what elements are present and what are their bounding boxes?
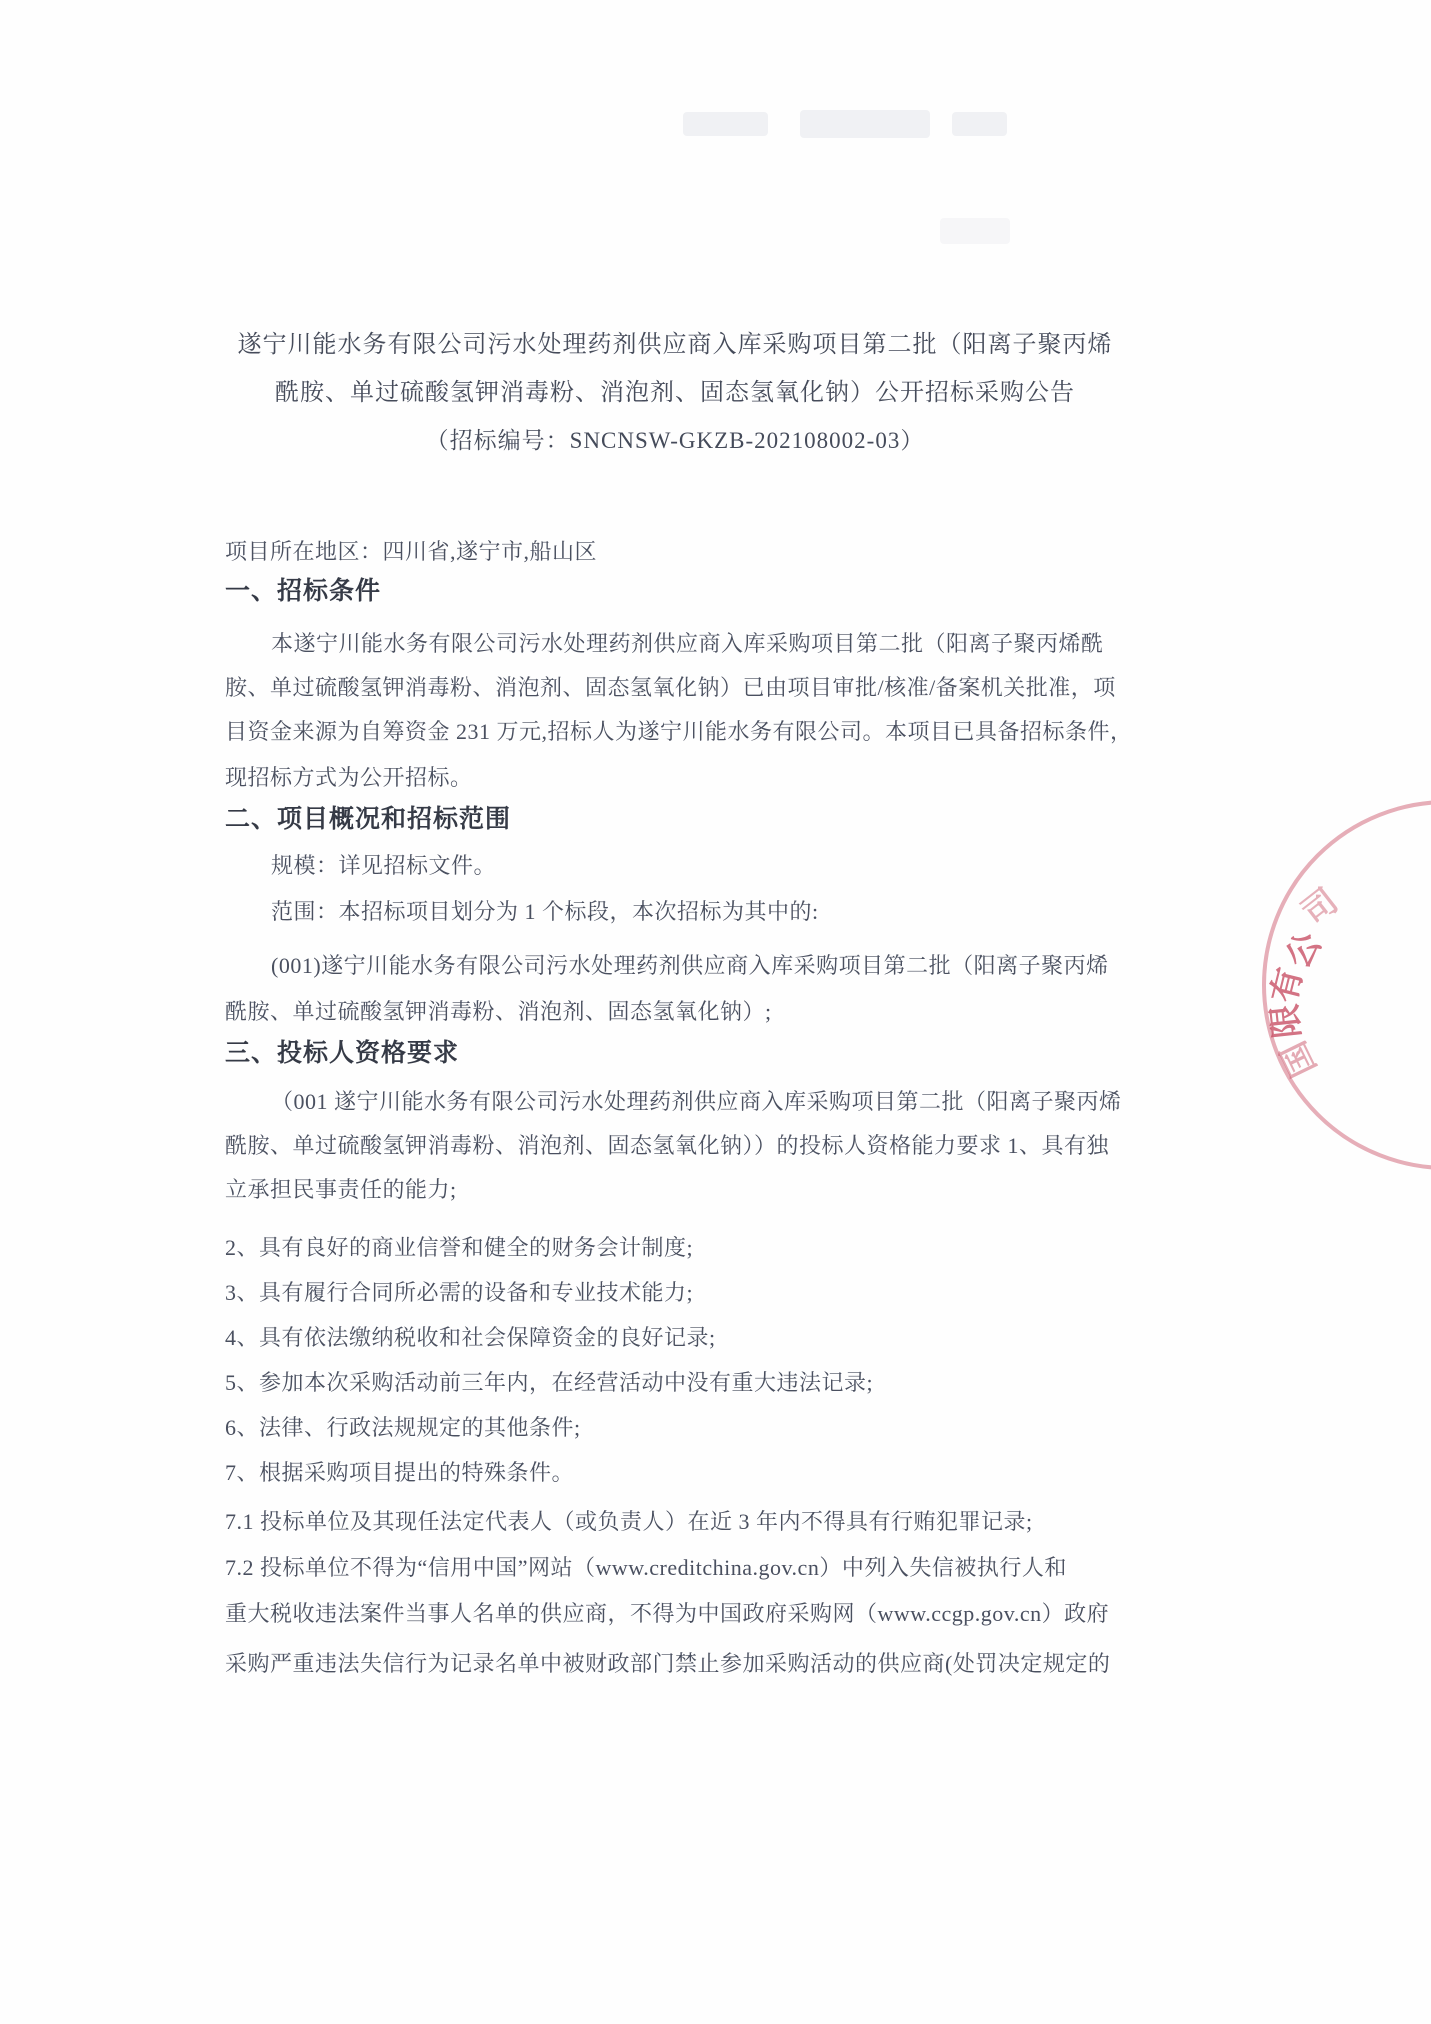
qualification-item: 5、参加本次采购活动前三年内，在经营活动中没有重大违法记录; [225, 1370, 874, 1395]
section-heading-2: 二、项目概况和招标范围 [225, 805, 512, 833]
qualification-item: 6、法律、行政法规规定的其他条件; [225, 1415, 581, 1440]
scan-artifact [800, 110, 930, 138]
seal-char: 公 [1279, 926, 1330, 975]
seal-char: 限 [1266, 1002, 1308, 1040]
body-line: 范围：本招标项目划分为 1 个标段，本次招标为其中的: [271, 899, 819, 924]
body-line: 酰胺、单过硫酸氢钾消毒粉、消泡剂、固态氢氧化钠））的投标人资格能力要求 1、具有独 [225, 1133, 1110, 1158]
qualification-item: 7.1 投标单位及其现任法定代表人（或负责人）在近 3 年内不得具有行贿犯罪记录; [225, 1509, 1033, 1534]
qualification-item: 3、具有履行合同所必需的设备和专业技术能力; [225, 1280, 694, 1305]
tender-number: （招标编号：SNCNSW-GKZB-202108002-03） [425, 428, 925, 453]
scan-artifact [940, 218, 1010, 244]
scan-artifact [952, 112, 1007, 136]
body-line: 现招标方式为公开招标。 [225, 765, 473, 790]
qualification-item: 重大税收违法案件当事人名单的供应商，不得为中国政府采购网（www.ccgp.gov.cn）政府 [225, 1601, 1110, 1626]
body-line: 目资金来源为自筹资金 231 万元,招标人为遂宁川能水务有限公司。本项目已具备招标条件， [225, 719, 1133, 744]
body-line: 规模：详见招标文件。 [271, 853, 497, 878]
project-location: 项目所在地区：四川省,遂宁市,船山区 [225, 539, 598, 564]
announcement-title-line-2: 酰胺、单过硫酸氢钾消毒粉、消泡剂、固态氢氧化钠）公开招标采购公告 [275, 380, 1075, 406]
qualification-item: 4、具有依法缴纳税收和社会保障资金的良好记录; [225, 1325, 716, 1350]
qualification-item: 7、根据采购项目提出的特殊条件。 [225, 1460, 575, 1485]
body-line: 立承担民事责任的能力; [225, 1177, 457, 1202]
qualification-item: 2、具有良好的商业信誉和健全的财务会计制度; [225, 1235, 694, 1260]
body-line: 胺、单过硫酸氢钾消毒粉、消泡剂、固态氢氧化钠）已由项目审批/核准/备案机关批准，项 [225, 675, 1116, 700]
body-line: 本遂宁川能水务有限公司污水处理药剂供应商入库采购项目第二批（阳离子聚丙烯酰 [271, 631, 1104, 656]
seal-char: 司 [1295, 882, 1346, 933]
body-line: (001)遂宁川能水务有限公司污水处理药剂供应商入库采购项目第二批（阳离子聚丙烯 [271, 953, 1109, 978]
qualification-item: 7.2 投标单位不得为“信用中国”网站（www.creditchina.gov.cn）中列入失信被执行人和 [225, 1555, 1067, 1580]
body-line: 酰胺、单过硫酸氢钾消毒粉、消泡剂、固态氢氧化钠）; [225, 999, 772, 1024]
seal-char: 有 [1265, 964, 1310, 1007]
qualification-item: 采购严重违法失信行为记录名单中被财政部门禁止参加采购活动的供应商(处罚决定规定的 [225, 1651, 1111, 1676]
seal-char: 国 [1275, 1035, 1324, 1083]
body-line: （001 遂宁川能水务有限公司污水处理药剂供应商入库采购项目第二批（阳离子聚丙烯 [271, 1089, 1122, 1114]
section-heading-3: 三、投标人资格要求 [225, 1039, 460, 1067]
announcement-title-line-1: 遂宁川能水务有限公司污水处理药剂供应商入库采购项目第二批（阳离子聚丙烯 [237, 332, 1113, 358]
scan-artifact [683, 112, 768, 136]
section-heading-1: 一、招标条件 [225, 577, 382, 605]
